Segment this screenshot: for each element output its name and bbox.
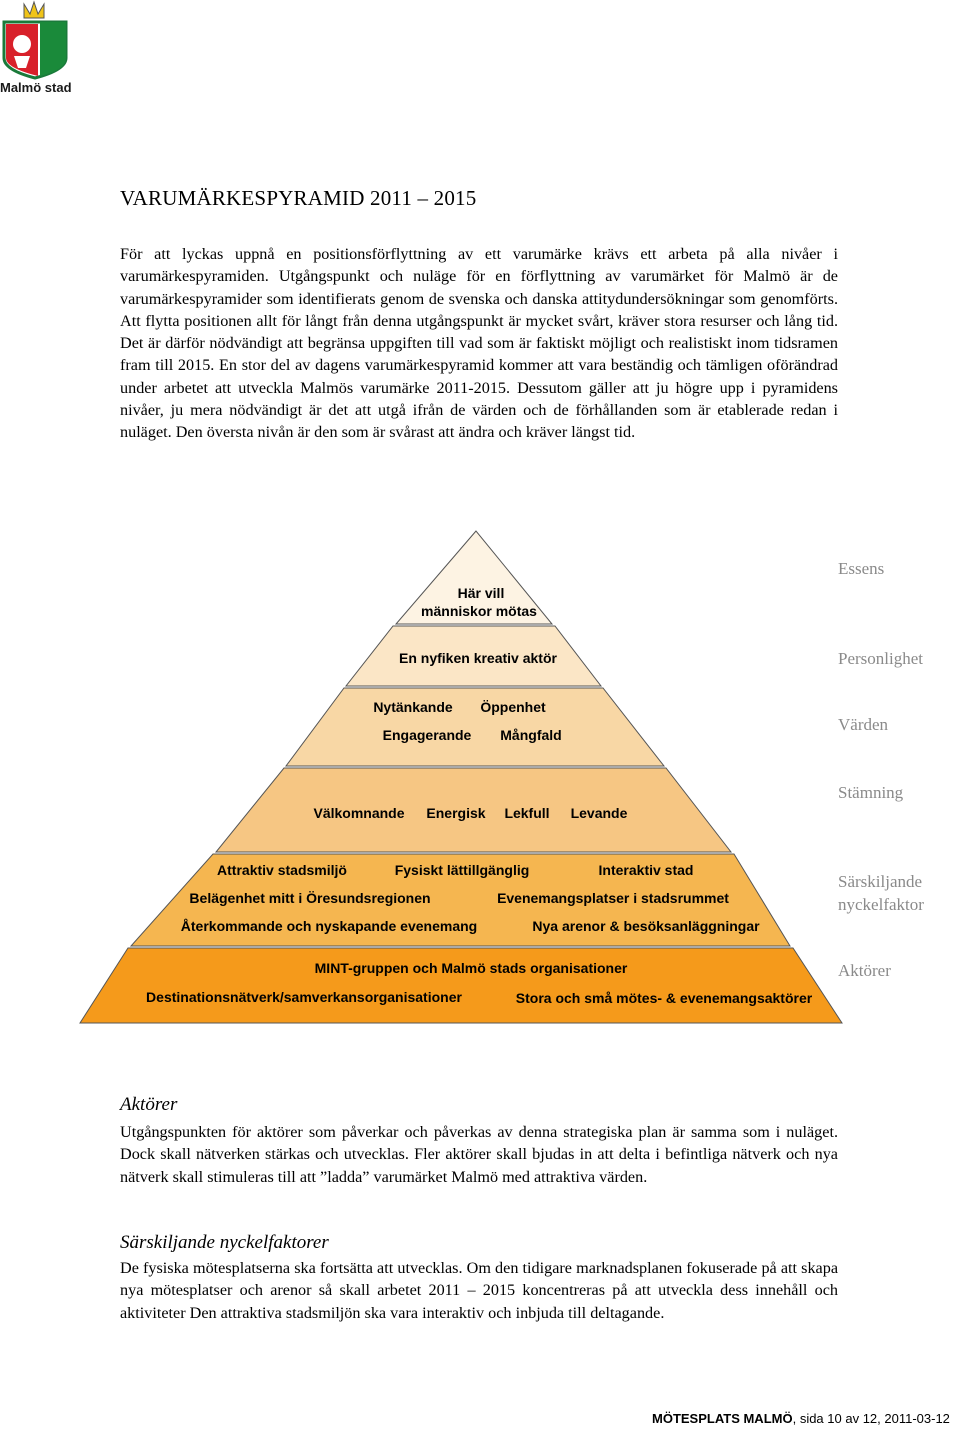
sarskiljande-heading: Särskiljande nyckelfaktorer [120,1232,329,1253]
logo-text: Malmö stad [0,80,72,95]
varden-mangfald: Mångfald [500,727,562,743]
essens-text-1: Här vill [457,585,505,601]
nyckelfaktor-stadsmiljo: Attraktiv stadsmiljö [217,862,347,878]
aktorer-destinationsnatverk: Destinationsnätverk/samverkansorganisationer [146,989,462,1005]
footer-page-info: , sida 10 av 12, 2011-03-12 [792,1411,950,1426]
varden-engagerande: Engagerande [382,727,472,743]
nyckelfaktor-interaktiv: Interaktiv stad [598,862,694,878]
stamning-energisk: Energisk [426,805,486,821]
stamning-valkomnande: Välkomnande [313,805,405,821]
side-label-sarskiljande: Särskiljande [838,872,923,891]
side-label-varden: Värden [838,715,889,734]
footer-title: MÖTESPLATS MALMÖ [652,1411,793,1426]
nyckelfaktor-arenor: Nya arenor & besöksanläggningar [532,918,760,934]
sarskiljande-paragraph: De fysiska mötesplatserna ska fortsätta att utvecklas. Om den tidigare marknadsplanen fokuserade på att skapa nya mötesplatser och arenor så skall arbetet 2011 – 2015 koncentreras på att utveckla dess innehåll och aktiviteter Den attraktiva stadsmiljön ska vara interaktiv och inbjuda till deltagande. [120,1259,838,1322]
malmo-coat-of-arms-icon [0,0,72,80]
aktorer-mint: MINT-gruppen och Malmö stads organisationer [314,960,628,976]
page-footer [652,1411,950,1426]
personlighet-text: En nyfiken kreativ aktör [399,650,557,666]
stamning-lekfull: Lekfull [504,805,550,821]
side-label-essens: Essens [838,559,885,578]
nyckelfaktor-evenemangsplatser: Evenemangsplatser i stadsrummet [497,890,729,906]
nyckelfaktor-lattillganglig: Fysiskt lättillgänglig [394,862,530,878]
side-label-aktorer: Aktörer [838,961,891,980]
essens-text-2: människor mötas [421,603,537,619]
stamning-levande: Levande [570,805,628,821]
aktorer-paragraph: Utgångspunkten för aktörer som påverkar och påverkas av denna strategiska plan är samma som i nuläget. Dock skall nätverken stärkas och utvecklas. Fler aktörer skall bjudas in att delta i befintliga nätverk och nya nätverk skall stimuleras till att ”ladda” varumärket Malmö med attraktiva värden. [120,1123,838,1186]
varden-oppenhet: Öppenhet [480,699,546,715]
aktorer-heading: Aktörer [120,1094,178,1115]
malmo-stad-logo [0,0,72,100]
aktorer-stora-och-sma: Stora och små mötes- & evenemangsaktörer [515,990,813,1006]
varden-nytankande: Nytänkande [373,699,453,715]
side-label-stamning: Stämning [838,783,904,802]
brand-pyramid [0,520,960,1040]
nyckelfaktor-belagenhet: Belägenhet mitt i Öresundsregionen [189,890,431,906]
page-title: VARUMÄRKESPYRAMID 2011 – 2015 [120,186,477,210]
intro-paragraph: För att lyckas uppnå en positionsförflyttning av ett varumärke krävs ett arbeta på alla nivåer i varumärkespyramiden. Utgångspunkt och nuläge för en förflyttning av varumärket för Malmö är de varumärkespyramider som identifierats genom de svenska och danska attitydundersökningar som genomförts. Att flytta positionen allt för långt från denna utgångspunkt är mycket svårt, kräver stora resurser och lång tid. Det är därför nödvändigt att begränsa uppgiften till vad som är faktiskt möjligt och realistiskt inom tidsramen fram till 2015. En stor del av dagens varumärkespyramid kommer att vara beständig och tämligen oförändrad under arbetet att utveckla Malmös varumärke 2011-2015. Dessutom gäller att ju högre upp i pyramidens nivåer, ju mera nödvändigt är det att utgå ifrån de värden och de förhållanden som är etablerade redan i nuläget. Den översta nivån är den som är svårast att ändra och kräver längst tid. [120,245,838,442]
nyckelfaktor-evenemang: Återkommande och nyskapande evenemang [180,918,478,934]
side-label-personlighet: Personlighet [838,649,923,668]
pyramid-level-varden [286,688,664,766]
side-label-nyckelfaktor: nyckelfaktor [838,895,924,914]
